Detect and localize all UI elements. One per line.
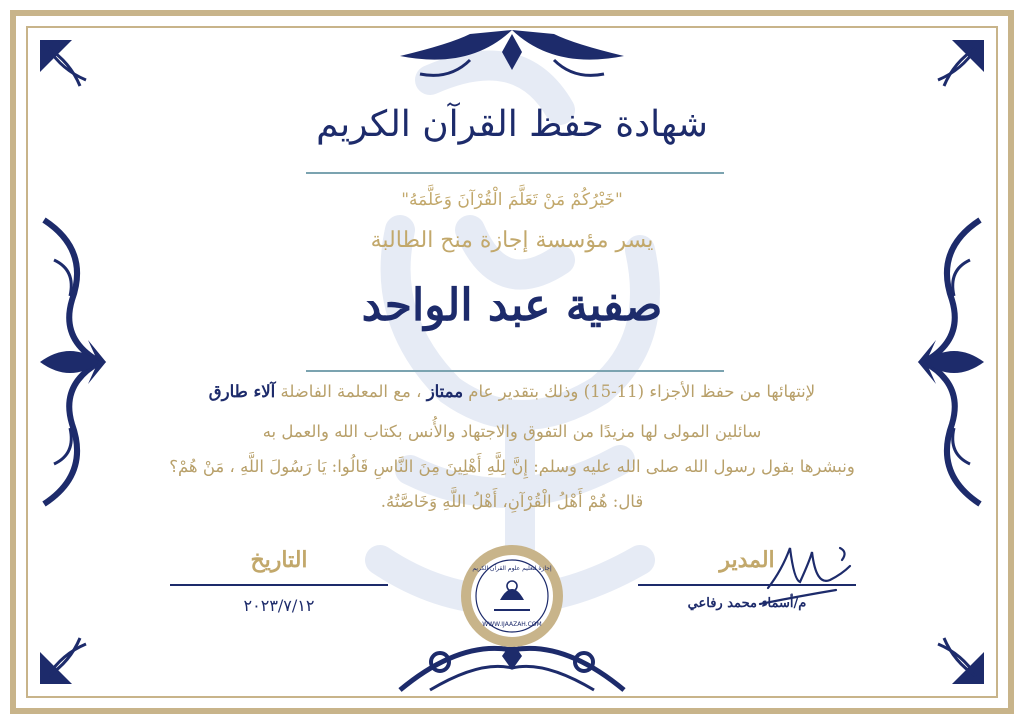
student-name: صفية عبد الواحد [361,280,663,331]
seal-emblem [466,550,558,642]
title-underline [306,172,724,174]
director-label: المدير [719,547,775,573]
bottom-center-ornament [400,642,624,690]
corner-ornament-bottom-left [40,638,86,684]
hadith-quote: "خَيْرُكُمْ مَنْ تَعَلَّمَ الْقُرْآنَ وَعَلَّمَهُ" [401,190,623,210]
grade-value: ممتاز [426,382,464,401]
director-name: م/أسماء محمد رفاعي [687,596,807,611]
date-label: التاريخ [250,547,308,573]
seal-text: إجازة لتعليم علوم القرآن الكريم [472,565,552,572]
body-line-1 [112,382,912,401]
body-line-1-middle: ، مع المعلمة الفاضلة [280,382,422,401]
body-line-2: سائلين المولى لها مزيدًا من التفوق والاجتهاد والأُنس بكتاب الله والعمل به [262,422,762,441]
name-underline [306,370,724,372]
left-side-ornament [40,220,106,504]
corner-ornament-top-right [938,40,984,86]
body-line-1-start: لإنتهائها من حفظ الأجزاء (11-15) وذلك بتقدير عام [468,382,816,401]
body-line-4: قال: هُمْ أَهْلُ الْقُرْآنِ، أَهْلُ اللَّهِ وَخَاصَّتُهُ. [380,492,644,511]
director-signature-line [638,584,856,586]
date-signature-line [170,584,388,586]
corner-ornament-top-left [40,40,86,86]
body-line-3: ونبشرها بقول رسول الله صلى الله عليه وسلم: إِنَّ لِلَّهِ أَهْلِينَ مِنَ النَّاسِ قَالُوا: يَا رَسُولَ اللَّهِ ، مَنْ هُمْ؟ [169,457,855,476]
teacher-name: آلاء طارق [208,382,276,401]
certificate-title: شهادة حفظ القرآن الكريم [316,104,708,145]
date-value: ٢٠٢٣/٧/١٢ [243,596,315,615]
corner-ornament-bottom-right [938,638,984,684]
seal-url: WWW.IJAAZAH.COM [482,621,542,628]
watermark-calligraphy [380,65,645,600]
intro-line: يسر مؤسسة إجازة منح الطالبة [370,228,654,253]
right-side-ornament [918,220,984,504]
